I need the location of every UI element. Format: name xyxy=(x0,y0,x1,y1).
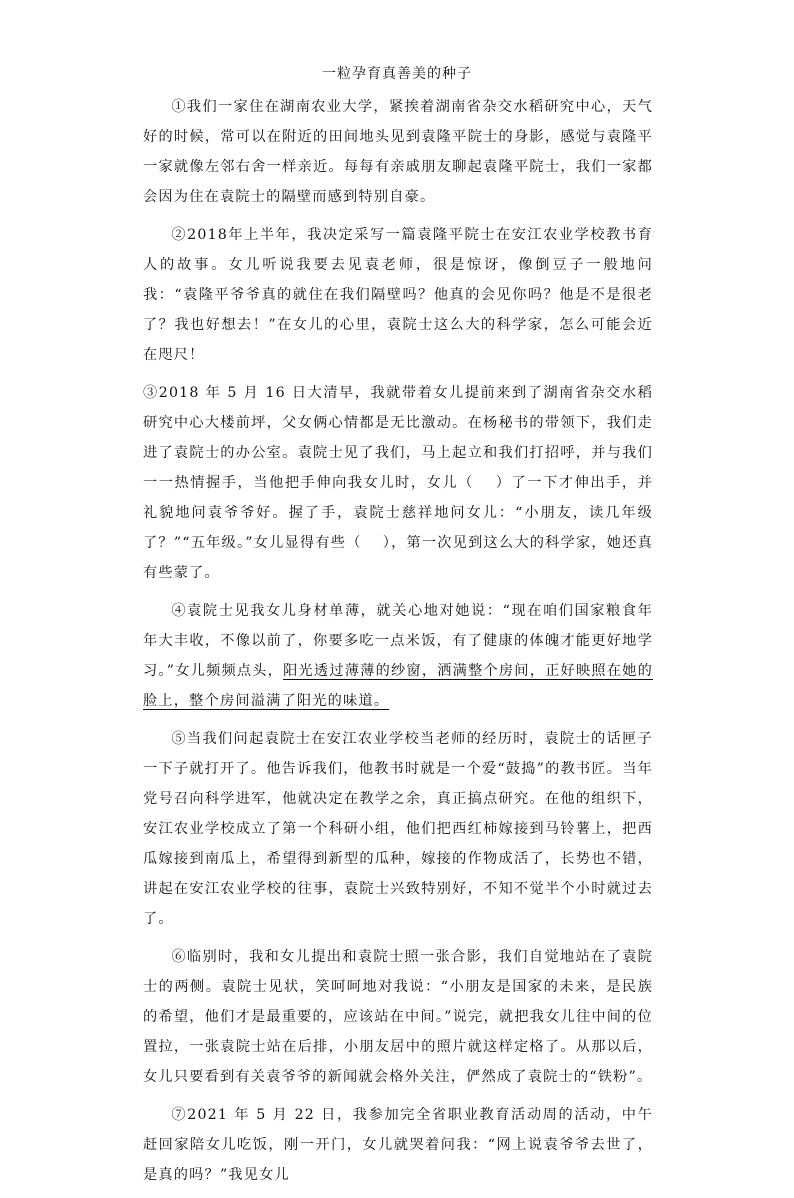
paragraph-1: ①我们一家住在湖南农业大学，紧挨着湖南省杂交水稻研究中心，天气好的时候，常可以在附近的田间地头见到袁隆平院士的身影，感觉与袁隆平一家就像左邻右舍一样亲近。每每有亲戚朋友聊起袁隆平院士，我们一家都会因为住在袁院士的隔壁而感到特别自豪。 xyxy=(143,99,653,205)
paragraph-4-text: ④袁院士见我女儿身材单薄，就关心地对她说：“现在咱们国家粮食年年大丰收，不像以前了，你要多吃一点米饭，有了健康的体魄才能更好地学习。”女儿频频点头， xyxy=(143,603,653,679)
underlined-sentence: 阳光透过薄薄的纱窗，洒满整个房间，正好映照在她的脸上，整个房间溢满了阳光的味道。 xyxy=(143,663,653,709)
paragraph-5: ⑤当我们问起袁院士在安江农业学校当老师的经历时，袁院士的话匣子一下子就打开了。他告诉我们，他教书时就是一个爱“鼓捣”的教书匠。当年党号召向科学进军，他就决定在教学之余，真正搞点研究。在他的组织下，安江农业学校成立了第一个科研小组，他们把西红柿嫁接到马铃薯上，把西瓜嫁接到南瓜上，希望得到新型的瓜种，嫁接的作物成活了，长势也不错，讲起在安江农业学校的往事，袁院士兴致特别好，不知不觉半个小时就过去了。 xyxy=(143,731,653,927)
paragraph-6: ⑥临别时，我和女儿提出和袁院士照一张合影，我们自觉地站在了袁院士的两侧。袁院士见状，笑呵呵地对我说：“小朋友是国家的未来，是民族的希望，他们才是最重要的，应该站在中间。”说完，就把我女儿往中间的位置拉，一张袁院士站在后排，小朋友居中的照片就这样定格了。从那以后，女儿只要看到有关袁爷爷的新闻就会格外关注，俨然成了袁院士的“铁粉”。 xyxy=(143,949,653,1085)
article-body xyxy=(143,92,653,1198)
paragraph-2: ②2018年上半年，我决定采写一篇袁隆平院士在安江农业学校教书育人的故事。女儿听说我要去见袁老师，很是惊讶，像倒豆子一般地问我：“袁隆平爷爷真的就住在我们隔壁吗？他真的会见你吗？他是不是很老了？我也好想去！”在女儿的心里，袁院士这么大的科学家，怎么可能会近在咫尺！ xyxy=(143,227,653,363)
paragraph-7: ⑦2021 年 5 月 22 日，我参加完全省职业教育活动周的活动，中午赶回家陪女儿吃饭，刚一开门，女儿就哭着问我：“网上说袁爷爷去世了，是真的吗？”我见女儿 xyxy=(143,1107,653,1183)
paragraph-4 xyxy=(143,596,653,716)
article-title: 一粒孕育真善美的种子 xyxy=(322,66,472,82)
paragraph-3: ③2018 年 5 月 16 日大清早，我就带着女儿提前来到了湖南省杂交水稻研究中心大楼前坪，父女俩心情都是无比激动。在杨秘书的带领下，我们走进了袁院士的办公室。袁院士见了我们，马上起立和我们打招呼，并与我们一一热情握手，当他把手伸向我女儿时，女儿（ ）了一下才伸出手，并礼貌地问袁爷爷好。握了手，袁院士慈祥地问女儿：“小朋友，读几年级了？”“五年级。”女儿显得有些（ ），第一次见到这么大的科学家，她还真有些蒙了。 xyxy=(143,385,653,581)
